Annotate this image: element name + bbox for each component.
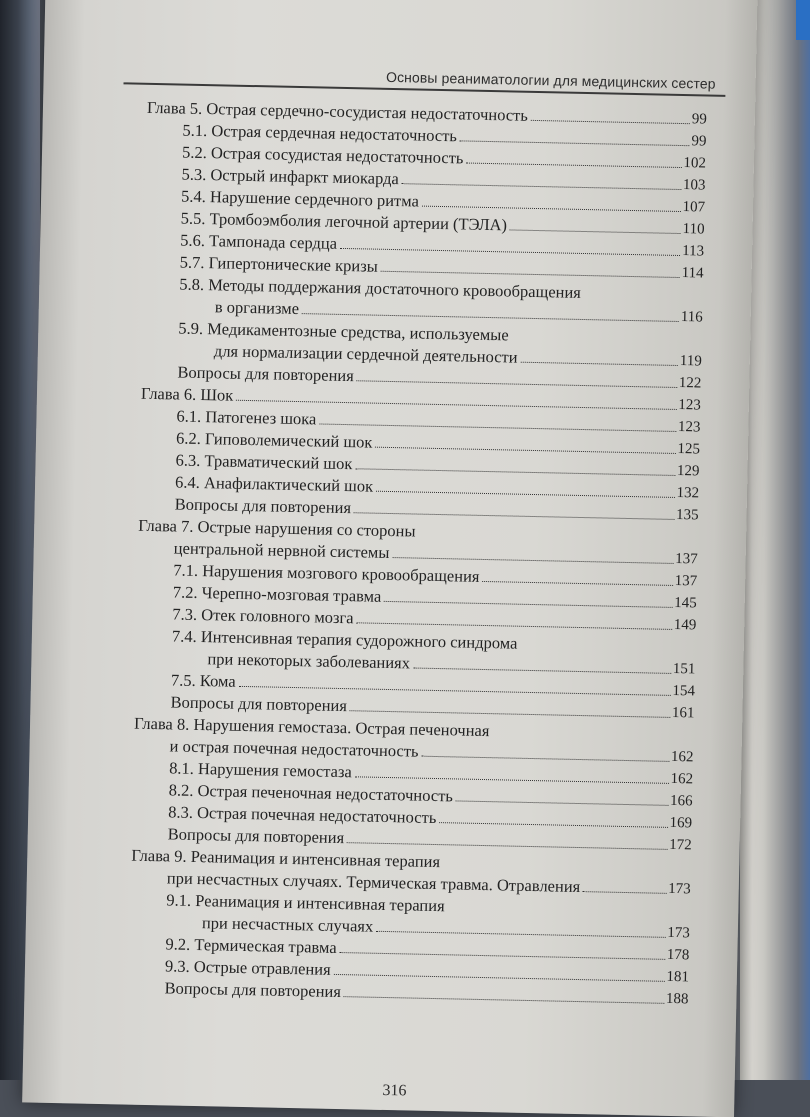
- toc-page-number: 161: [671, 704, 695, 722]
- toc-page-number: 137: [674, 572, 698, 590]
- dot-leader: [439, 822, 667, 828]
- toc-entry-title: Вопросы для повторения: [174, 494, 352, 518]
- toc-page-number: 169: [669, 814, 693, 832]
- toc-page-number: 173: [667, 924, 690, 942]
- toc-entry-title: 7.2. Черепно-мозговая травма: [172, 582, 382, 606]
- book-page: [22, 0, 758, 1117]
- toc-entry-title: 8.3. Острая почечная недостаточность: [168, 802, 437, 828]
- toc-entry-title: 6.1. Патогенез шока: [176, 406, 317, 429]
- toc-page-number: 172: [669, 836, 692, 854]
- toc-page-number: 116: [680, 309, 703, 326]
- toc-entry-title: 8.2. Острая печеночная недостаточность: [168, 780, 454, 806]
- toc-entry-title: 5.2. Острая сосудистая недостаточность: [181, 142, 464, 168]
- dot-leader: [340, 248, 680, 256]
- toc-page-number: 107: [682, 199, 706, 216]
- toc-entry-title-continuation: в организме: [214, 297, 300, 319]
- table-of-contents: [128, 97, 707, 1011]
- toc-entry-title: Глава 6. Шок: [140, 383, 234, 405]
- toc-entry-title: 5.1. Острая сердечная недостаточность: [182, 120, 458, 146]
- toc-entry-title: Вопросы для повторения: [170, 692, 348, 716]
- page-number-folio: 316: [382, 1081, 407, 1100]
- toc-page-number: 110: [682, 221, 705, 238]
- dot-leader: [421, 756, 668, 762]
- dot-leader: [456, 800, 668, 805]
- dot-leader: [356, 622, 671, 630]
- toc-page-number: 154: [672, 682, 696, 700]
- toc-page-number: 122: [678, 375, 702, 392]
- dot-leader: [510, 229, 681, 234]
- toc-entry-title: 5.5. Тромбоэмболия легочной артерии (ТЭЛА): [180, 208, 508, 235]
- toc-page-number: 123: [677, 419, 701, 436]
- toc-entry-title: Глава 8. Нарушения гемостаза. Острая печеночная: [133, 713, 490, 741]
- toc-entry-title: Вопросы для повторения: [177, 362, 355, 386]
- toc-page-number: 173: [668, 880, 691, 898]
- dot-leader: [350, 710, 670, 718]
- toc-page-number: 162: [670, 748, 694, 766]
- toc-entry-title: 7.4. Интенсивная терапия судорожного синдрома: [171, 626, 518, 653]
- dot-leader: [357, 380, 677, 388]
- dot-leader: [354, 512, 674, 520]
- toc-entry-title: 9.2. Термическая травма: [165, 934, 337, 957]
- toc-page-number: 178: [666, 946, 690, 964]
- dot-leader: [381, 271, 680, 278]
- toc-entry-title: 5.9. Медикаментозные средства, используемые: [178, 318, 509, 345]
- toc-entry-title: 5.3. Острый инфаркт миокарда: [181, 164, 400, 189]
- dot-leader: [376, 931, 665, 938]
- toc-entry-title: 6.2. Гиповолемический шок: [175, 428, 373, 452]
- dot-leader: [482, 581, 672, 586]
- toc-entry-title-continuation: для нормализации сердечной деятельности: [213, 341, 518, 367]
- toc-entry-title: 6.3. Травматический шок: [175, 450, 353, 474]
- toc-entry-title: 7.1. Нарушения мозгового кровообращения: [173, 560, 480, 586]
- toc-entry-title: 5.4. Нарушение сердечного ритма: [180, 186, 420, 211]
- dot-leader: [413, 668, 671, 674]
- toc-page-number: 125: [677, 441, 701, 458]
- toc-entry-title-continuation: и острая почечная недостаточность: [169, 736, 419, 761]
- toc-page-number: 99: [691, 133, 707, 150]
- dot-leader: [531, 120, 690, 124]
- toc-page-number: 132: [676, 484, 700, 502]
- toc-page-number: 137: [674, 550, 698, 568]
- toc-entry-title-continuation: при несчастных случаях. Термическая травма. Отравления: [166, 868, 581, 897]
- toc-entry-title-continuation: при несчастных случаях: [201, 913, 374, 936]
- toc-entry-title: 8.1. Нарушения гемостаза: [168, 758, 353, 782]
- toc-page-number: 145: [674, 594, 697, 612]
- dot-leader: [334, 974, 665, 982]
- dot-leader: [384, 601, 672, 608]
- toc-entry-title: Вопросы для повторения: [164, 978, 342, 1002]
- toc-page-number: 102: [683, 155, 707, 172]
- dot-leader: [392, 557, 673, 564]
- toc-page-number: 103: [682, 177, 706, 194]
- toc-page-number: 113: [681, 243, 705, 260]
- toc-entry-title: Глава 7. Острые нарушения со стороны: [138, 515, 416, 541]
- toc-entry-title: 6.4. Анафилактический шок: [174, 472, 374, 496]
- toc-page-number: 123: [678, 397, 702, 414]
- dot-leader: [355, 468, 675, 476]
- dot-leader: [520, 362, 677, 366]
- toc-page-number: 151: [672, 660, 696, 678]
- toc-page-number: 149: [673, 616, 697, 634]
- running-header: [123, 52, 726, 97]
- toc-entry-title: 5.8. Методы поддержания достаточного кровообращения: [179, 274, 582, 302]
- toc-page-number: 181: [666, 968, 690, 986]
- toc-page-number: 135: [675, 506, 699, 524]
- toc-entry-title-continuation: центральной нервной системы: [173, 538, 390, 562]
- running-title: Основы реаниматологии для медицинских сестер: [385, 68, 716, 92]
- toc-page-number: 166: [669, 792, 693, 810]
- toc-entry-title-continuation: при некоторых заболеваниях: [207, 649, 411, 673]
- dot-leader: [340, 952, 665, 960]
- toc-entry-title: 7.5. Кома: [170, 670, 236, 691]
- dot-leader: [347, 842, 667, 850]
- toc-entry-title: 9.3. Острые отравления: [164, 956, 331, 979]
- toc-entry-title: Глава 9. Реанимация и интенсивная терапия: [131, 845, 441, 872]
- toc-entry-title: Глава 5. Острая сердечно-сосудистая недостаточность: [146, 97, 529, 125]
- dot-leader: [402, 183, 681, 190]
- toc-page-number: 162: [670, 770, 694, 788]
- toc-entry-title: 9.1. Реанимация и интенсивная терапия: [166, 890, 445, 916]
- blue-cover-corner: [796, 0, 810, 40]
- dot-leader: [466, 163, 681, 169]
- toc-page-number: 188: [665, 990, 689, 1008]
- toc-page-number: 114: [681, 265, 704, 282]
- dot-leader: [422, 206, 681, 212]
- toc-entry-title: 5.6. Тампонада сердца: [180, 230, 338, 253]
- dot-leader: [460, 140, 690, 146]
- toc-entry-title: Вопросы для повторения: [167, 824, 345, 848]
- toc-entry-title: 5.7. Гипертонические кризы: [179, 252, 378, 276]
- dot-leader: [583, 891, 666, 894]
- dot-leader: [355, 776, 669, 784]
- toc-entry-title: 7.3. Отек головного мозга: [172, 604, 354, 628]
- toc-page-number: 129: [676, 462, 700, 480]
- toc-page-number: 99: [691, 111, 708, 128]
- toc-page-number: 119: [679, 353, 702, 370]
- dot-leader: [376, 491, 674, 498]
- dot-leader: [375, 447, 675, 454]
- dot-leader: [344, 996, 664, 1004]
